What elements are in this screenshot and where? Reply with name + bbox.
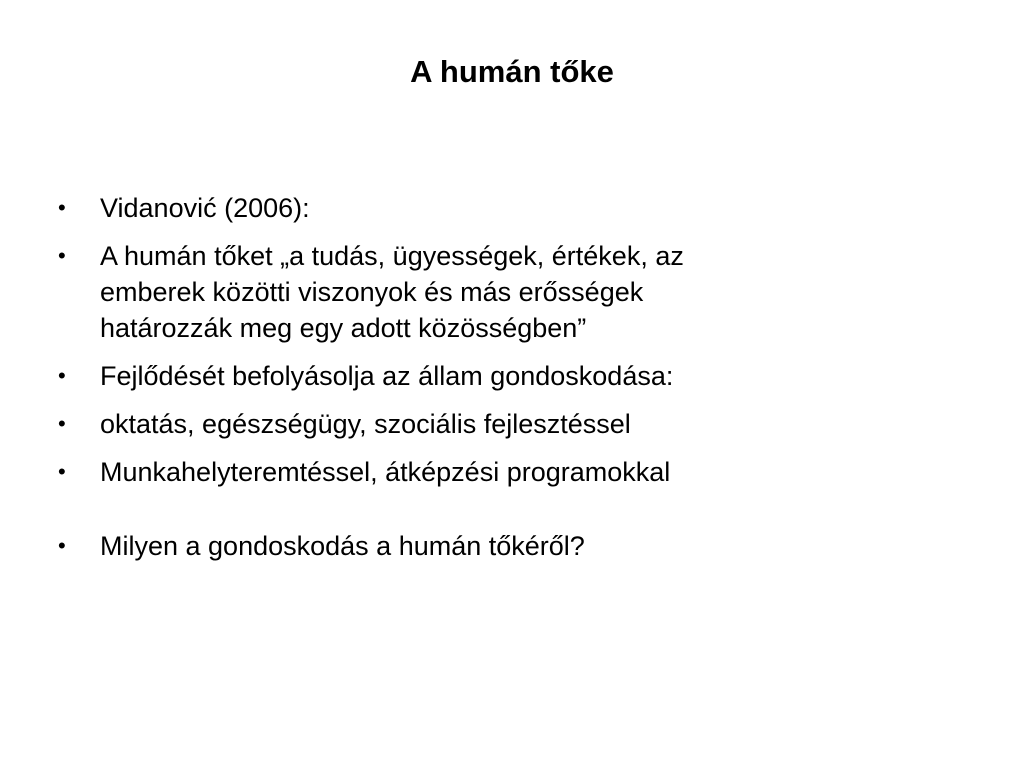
bullet-text: Munkahelyteremtéssel, átképzési programokkal xyxy=(100,457,671,487)
bullet-marker: • xyxy=(58,243,66,268)
bullet-item xyxy=(58,528,858,564)
bullet-item xyxy=(58,406,858,442)
bullet-item xyxy=(58,358,858,394)
bullet-text: A humán tőket „a tudás, ügyességek, értékek, az emberek közötti viszonyok és más erősségek határozzák meg egy adott közösségben” xyxy=(100,241,684,343)
bullet-item xyxy=(58,190,858,226)
bullet-item xyxy=(58,238,858,346)
bullet-text: Vidanović (2006): xyxy=(100,193,310,223)
bullet-text: oktatás, egészségügy, szociális fejlesztéssel xyxy=(100,409,631,439)
bullet-marker: • xyxy=(58,363,66,388)
bullet-marker: • xyxy=(58,195,66,220)
bullet-marker: • xyxy=(58,459,66,484)
bullet-text: Fejlődését befolyásolja az állam gondoskodása: xyxy=(100,361,674,391)
bullet-text: Milyen a gondoskodás a humán tőkéről? xyxy=(100,531,585,561)
bullet-list xyxy=(58,190,858,576)
bullet-marker: • xyxy=(58,411,66,436)
slide-title: A humán tőke xyxy=(410,54,614,89)
bullet-item xyxy=(58,454,858,490)
bullet-marker: • xyxy=(58,533,66,558)
